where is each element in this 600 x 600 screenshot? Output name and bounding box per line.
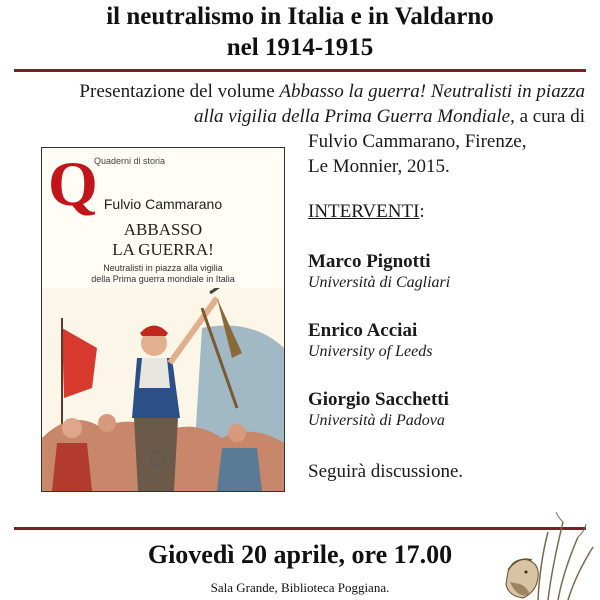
event-date-time: Giovedì 20 aprile, ore 17.00	[147, 540, 453, 569]
speaker-3	[308, 389, 449, 431]
cover-subtitle-line-2: della Prima guerra mondiale in Italia	[91, 274, 235, 284]
series-name: Quaderni di storia	[94, 156, 166, 166]
editor-line: Fulvio Cammarano, Firenze,	[308, 131, 527, 152]
presentation-after-title: , a cura di	[510, 106, 585, 127]
book-title-part-2: alla vigilia della Prima Guerra Mondiale	[193, 106, 511, 127]
cover-title-line-2: LA GUERRA!	[112, 240, 214, 259]
cover-subtitle	[42, 263, 284, 285]
speaker-affiliation: University of Leeds	[308, 343, 433, 360]
cover-illustration	[42, 288, 284, 491]
book-cover	[41, 147, 285, 492]
interventi-heading	[308, 199, 425, 224]
decorative-illustration	[468, 512, 600, 600]
title-line-2: nel 1914-1915	[226, 34, 374, 61]
interventi-colon: :	[419, 201, 425, 222]
book-title-part-1: Abbasso la guerra! Neutralisti in piazza	[279, 81, 585, 102]
series-letter: Q	[48, 148, 98, 219]
title-line-1: il neutralismo in Italia e in Valdarno	[106, 3, 494, 30]
event-place: Sala Grande, Biblioteca Poggiana.	[210, 580, 390, 595]
presentation-line-2	[22, 104, 585, 129]
speaker-name: Giorgio Sacchetti	[308, 389, 449, 410]
cover-title	[42, 220, 284, 260]
presentation-block	[22, 79, 585, 129]
cover-title-line-1: ABBASSO	[123, 220, 203, 239]
speaker-affiliation: Università di Cagliari	[308, 274, 451, 291]
cover-subtitle-line-1: Neutralisti in piazza alla vigilia	[103, 263, 223, 273]
presentation-intro: Presentazione del volume	[79, 81, 280, 102]
speaker-affiliation: Università di Padova	[308, 412, 445, 429]
interventi-label: INTERVENTI	[308, 201, 420, 222]
speaker-1	[308, 251, 450, 293]
speaker-2	[308, 320, 432, 362]
publisher-line: Le Monnier, 2015.	[308, 156, 450, 177]
presentation-line-1	[22, 79, 585, 104]
closing-note: Seguirà discussione.	[308, 461, 464, 482]
top-divider	[14, 69, 586, 72]
speaker-name: Marco Pignotti	[308, 251, 431, 272]
cover-author: Fulvio Cammarano	[103, 196, 223, 212]
speaker-name: Enrico Acciai	[308, 320, 418, 341]
